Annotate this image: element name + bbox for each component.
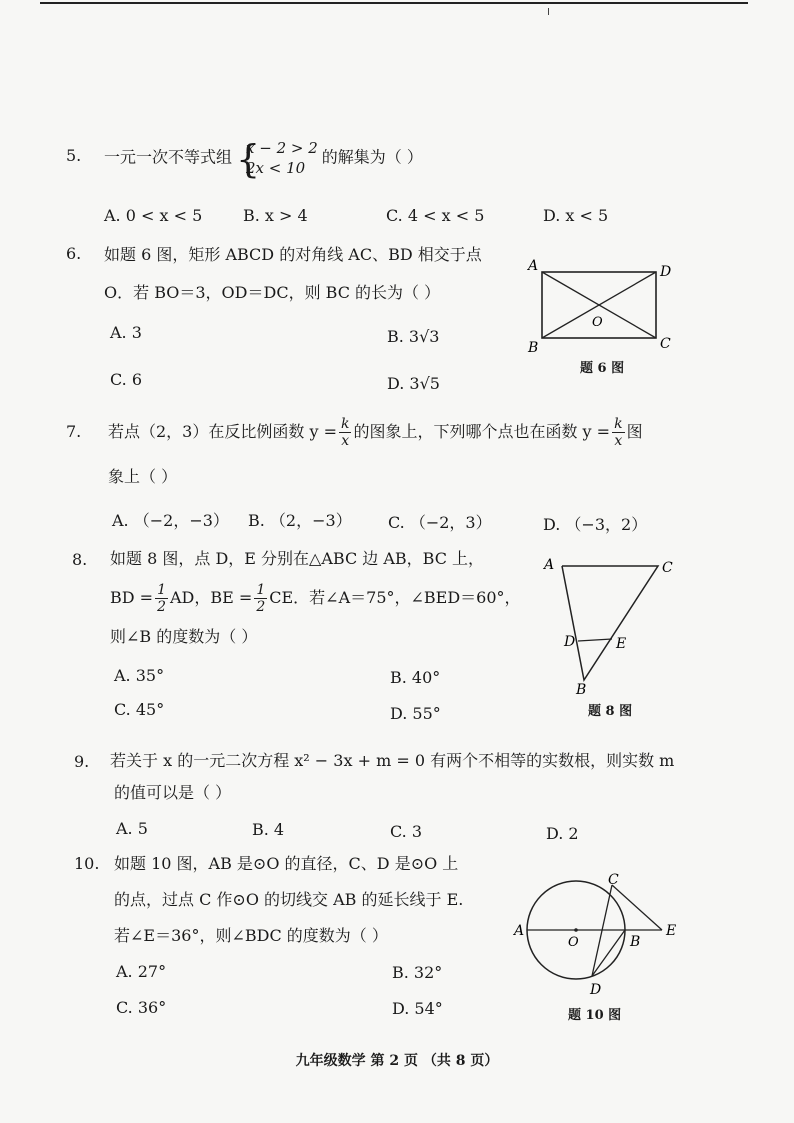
q7-fraction-2: $\frac{k}{x}$ (614, 416, 623, 449)
q6-label-d: D (660, 264, 672, 280)
q7-number: 7. (66, 422, 82, 441)
q8-label-b: B (576, 682, 587, 698)
q6-label-o: O (592, 315, 603, 330)
q8-triangle-figure (536, 552, 686, 702)
q9-option-b: B. 4 (252, 820, 285, 839)
q5-stem (104, 137, 423, 181)
q9-number: 9. (74, 752, 90, 771)
q10-option-b: B. 32° (392, 963, 443, 982)
q7-line-1 (108, 414, 643, 450)
q8-option-d: D. 55° (390, 704, 441, 723)
q7-fraction-1: $\frac{k}{x}$ (340, 416, 350, 449)
q5-inequality-system: { x − 2 > 2 2x < 10 (236, 137, 318, 181)
q7-option-c: C. （−2，3） (388, 513, 492, 532)
q10-number: 10. (74, 854, 100, 873)
q8-label-c: C (662, 560, 673, 576)
q8-label-d: D (564, 634, 576, 650)
q9-option-a: A. 5 (116, 819, 148, 838)
q8-figure-caption: 题 8 图 (588, 704, 633, 719)
q8-option-b: B. 40° (390, 668, 441, 687)
q9-line-1: 若关于 x 的一元二次方程 x² − 3x + m = 0 有两个不相等的实数根，则实数 m (110, 751, 675, 770)
q8-ce: CE．若∠A＝75°，∠BED＝60°， (269, 588, 521, 607)
q6-line-1: 如题 6 图，矩形 ABCD 的对角线 AC、BD 相交于点 (104, 245, 482, 264)
q7-part-1: 若点（2，3）在反比例函数 y = (108, 422, 337, 441)
q8-ad: AD，BE = (170, 588, 253, 607)
q7-option-a: A. （−2，−3） (112, 511, 229, 530)
q9-line-2: 的值可以是（ ） (114, 783, 232, 802)
q7-option-d: D. （−3，2） (543, 515, 648, 534)
q10-label-b: B (630, 934, 641, 950)
q6-option-a: A. 3 (110, 323, 142, 342)
q8-half-1: $\frac{1}{2}$ (157, 582, 166, 615)
q6-label-c: C (660, 336, 671, 352)
q9-option-c: C. 3 (390, 822, 423, 841)
q6-line-2: O．若 BO＝3，OD＝DC，则 BC 的长为（ ） (104, 283, 441, 302)
q6-figure-caption: 题 6 图 (580, 361, 625, 376)
q5-prefix: 一元一次不等式组 (104, 147, 233, 167)
q8-label-a: A (544, 557, 555, 573)
q10-line-3: 若∠E＝36°，则∠BDC 的度数为（ ） (114, 926, 388, 945)
q5-option-a: A. 0 < x < 5 (104, 206, 203, 225)
page-footer: 九年级数学 第 2 页 （共 8 页） (295, 1053, 499, 1069)
q8-number: 8. (72, 550, 88, 569)
top-border-line (40, 2, 748, 4)
q8-line-2 (110, 580, 521, 616)
q6-label-b: B (528, 340, 539, 356)
q10-option-d: D. 54° (392, 999, 443, 1018)
q6-number: 6. (66, 244, 82, 263)
q10-label-o: O (568, 935, 579, 950)
q8-option-a: A. 35° (114, 666, 165, 685)
q10-label-c: C (608, 872, 619, 888)
q7-part-3: 图 (626, 422, 643, 441)
q10-figure-caption: 题 10 图 (568, 1008, 622, 1023)
q5-option-b: B. x > 4 (243, 206, 308, 225)
q7-option-b: B. （2，−3） (248, 511, 352, 530)
q10-label-e: E (666, 923, 677, 939)
q5-suffix: 的解集为（ ） (321, 147, 423, 167)
q10-option-a: A. 27° (116, 962, 167, 981)
q8-bd: BD = (110, 588, 154, 607)
q8-half-2: $\frac{1}{2}$ (256, 582, 266, 615)
q5-option-c: C. 4 < x < 5 (386, 206, 485, 225)
q9-option-d: D. 2 (546, 824, 579, 843)
q6-rectangle-figure (520, 256, 680, 356)
q8-line-3: 则∠B 的度数为（ ） (110, 627, 258, 646)
q10-label-a: A (514, 923, 525, 939)
q5-ineq-1: x − 2 > 2 (246, 139, 318, 157)
q6-label-a: A (528, 258, 539, 274)
q10-line-2: 的点，过点 C 作⊙O 的切线交 AB 的延长线于 E. (114, 890, 464, 909)
q8-label-e: E (616, 636, 627, 652)
q5-number: 5. (66, 146, 82, 165)
q5-ineq-2: 2x < 10 (246, 159, 306, 177)
q6-option-c: C. 6 (110, 370, 143, 389)
q7-part-2: 的图象上，下列哪个点也在函数 y = (353, 422, 611, 441)
q10-option-c: C. 36° (116, 998, 167, 1017)
q5-option-d: D. x < 5 (543, 206, 609, 225)
q10-circle-figure (510, 868, 688, 1002)
q8-line-1: 如题 8 图，点 D，E 分别在△ABC 边 AB，BC 上， (110, 549, 485, 568)
q10-line-1: 如题 10 图，AB 是⊙O 的直径，C、D 是⊙O 上 (114, 854, 459, 873)
q10-label-d: D (590, 982, 602, 998)
q8-option-c: C. 45° (114, 700, 165, 719)
top-tick-mark (548, 8, 549, 15)
q6-option-b: B. 3√3 (387, 327, 440, 346)
q6-option-d: D. 3√5 (387, 374, 440, 393)
q7-line-2: 象上（ ） (108, 467, 178, 486)
